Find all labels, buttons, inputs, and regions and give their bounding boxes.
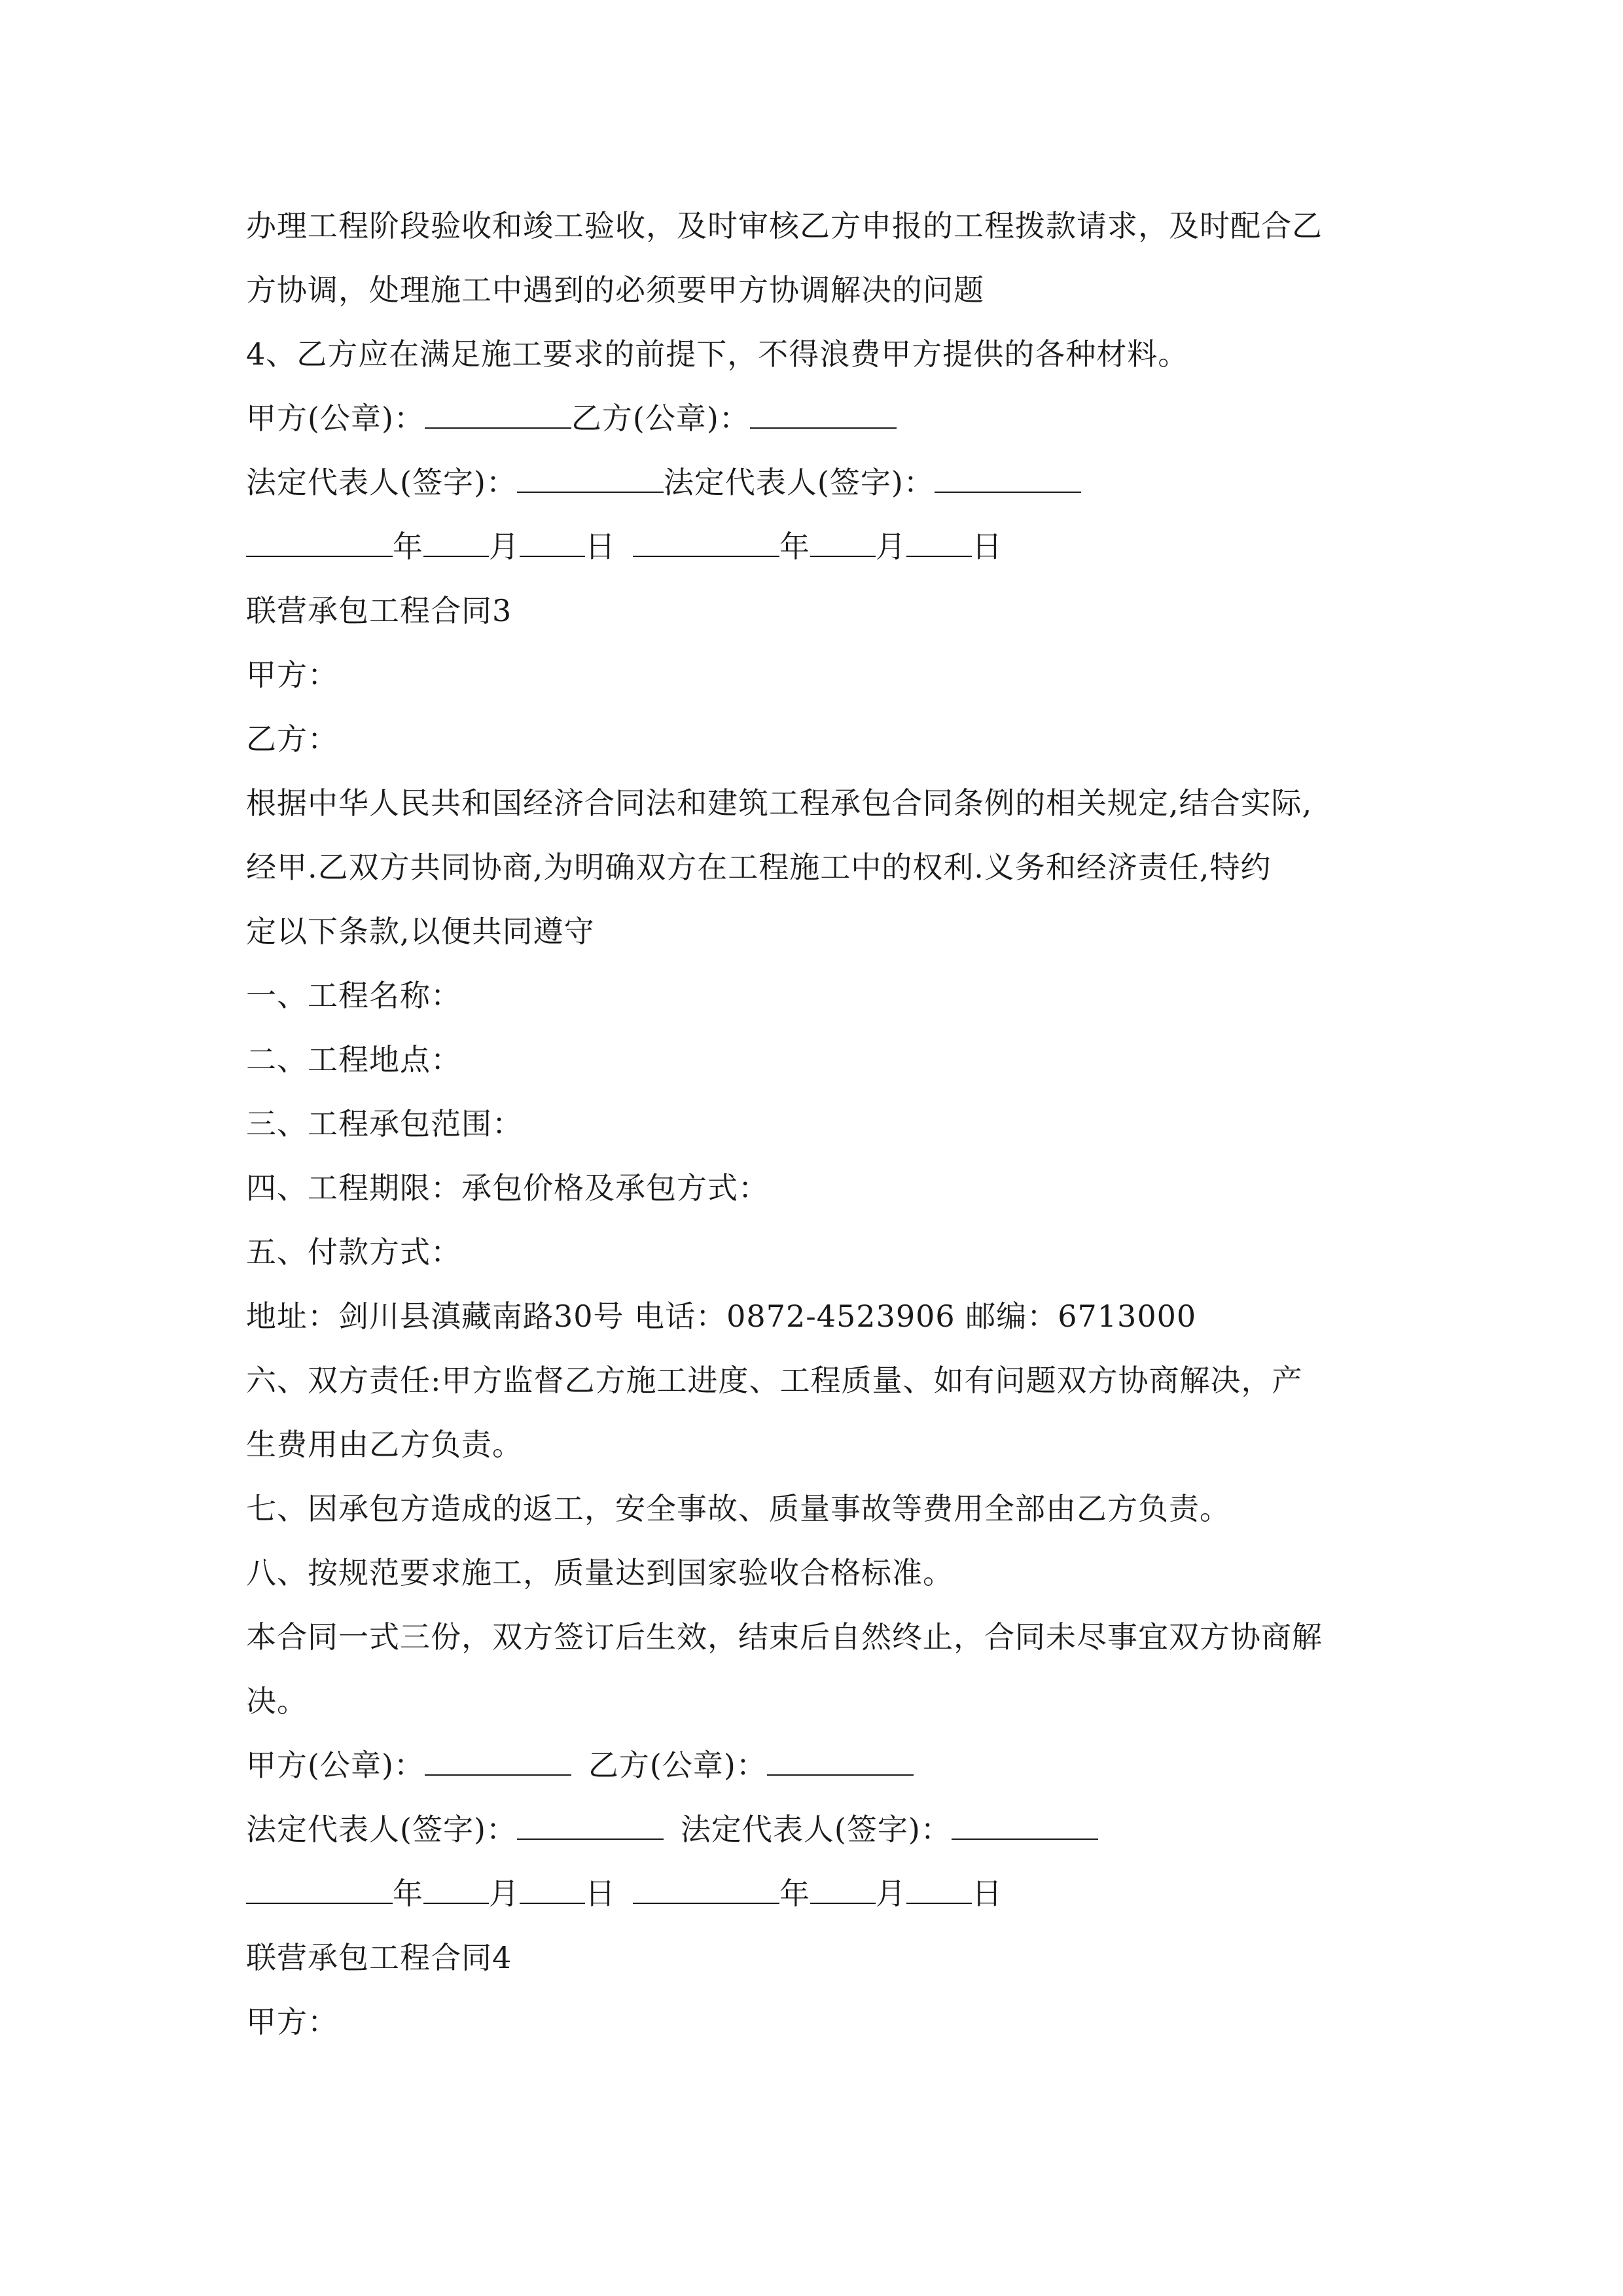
year-label: 年 [393, 1876, 423, 1911]
representative-line [246, 1797, 1398, 1861]
date-line [246, 514, 1398, 579]
clause-4: 4、乙方应在满足施工要求的前提下，不得浪费甲方提供的各种材料。 [246, 336, 1189, 372]
clause-8: 八、按规范要求施工，质量达到国家验收合格标准。 [246, 1555, 954, 1590]
paragraph-line: 经甲.乙双方共同协商,为明确双方在工程施工中的权利.义务和经济责任,特约 [246, 850, 1272, 885]
month-blank [423, 522, 489, 557]
paragraph-line: 定以下条款,以便共同遵守 [246, 914, 595, 949]
party-a-line: 甲方： [246, 657, 338, 692]
party-a-line: 甲方： [246, 2004, 338, 2039]
signature-blank [517, 457, 664, 493]
clause-5: 五、付款方式： [246, 1234, 461, 1270]
paragraph-line: 办理工程阶段验收和竣工验收，及时审核乙方申报的工程拨款请求，及时配合乙 [246, 208, 1323, 243]
party-b-seal-label: 乙方(公章)： [571, 401, 750, 436]
paragraph-line: 方协调，处理施工中遇到的必须要甲方协调解决的问题 [246, 272, 984, 308]
closing-line: 本合同一式三份，双方签订后生效，结束后自然终止，合同未尽事宜双方协商解 [246, 1619, 1323, 1655]
seal-line [246, 386, 1398, 450]
signature-blank [952, 1804, 1098, 1840]
contract-title: 联营承包工程合同4 [246, 1940, 512, 1975]
year-label: 年 [779, 1876, 810, 1911]
party-a-rep-label: 法定代表人(签字)： [246, 1812, 517, 1847]
day-blank [906, 522, 972, 557]
year-label: 年 [393, 529, 423, 564]
month-label: 月 [489, 1876, 520, 1911]
day-blank [906, 1869, 972, 1904]
date-line [246, 1861, 1398, 1926]
clause-3: 三、工程承包范围： [246, 1106, 523, 1141]
party-a-seal-label: 甲方(公章)： [246, 1748, 425, 1783]
signature-blank [767, 1740, 914, 1776]
year-blank [633, 1869, 779, 1904]
day-label: 日 [585, 529, 616, 564]
month-label: 月 [489, 529, 520, 564]
year-blank [633, 522, 779, 557]
party-b-seal-label: 乙方(公章)： [588, 1748, 767, 1783]
day-label: 日 [972, 529, 1003, 564]
clause-4-period: 四、工程期限：承包价格及承包方式： [246, 1170, 769, 1206]
party-b-line: 乙方： [246, 721, 338, 757]
address-line: 地址：剑川县滇藏南路30号 电话：0872-4523906 邮编：6713000 [246, 1299, 1197, 1334]
clause-7: 七、因承包方造成的返工，安全事故、质量事故等费用全部由乙方负责。 [246, 1491, 1230, 1526]
representative-line [246, 450, 1398, 514]
year-blank [246, 1869, 393, 1904]
signature-blank [425, 1740, 571, 1776]
contract-title: 联营承包工程合同3 [246, 593, 512, 628]
clause-6: 六、双方责任:甲方监督乙方施工进度、工程质量、如有问题双方协商解决，产 [246, 1363, 1303, 1398]
clause-6-cont: 生费用由乙方负责。 [246, 1427, 523, 1462]
day-label: 日 [585, 1876, 616, 1911]
month-blank [423, 1869, 489, 1904]
day-label: 日 [972, 1876, 1003, 1911]
day-blank [520, 522, 585, 557]
party-b-rep-label: 法定代表人(签字)： [663, 465, 935, 500]
year-label: 年 [779, 529, 810, 564]
signature-blank [935, 457, 1081, 493]
month-label: 月 [876, 1876, 906, 1911]
year-blank [246, 522, 393, 557]
day-blank [520, 1869, 585, 1904]
document-page [246, 194, 1398, 2054]
signature-blank [517, 1804, 664, 1840]
party-a-seal-label: 甲方(公章)： [246, 401, 425, 436]
closing-line-cont: 决。 [246, 1683, 308, 1719]
paragraph-line: 根据中华人民共和国经济合同法和建筑工程承包合同条例的相关规定,结合实际, [246, 785, 1313, 821]
month-label: 月 [876, 529, 906, 564]
party-a-rep-label: 法定代表人(签字)： [246, 465, 517, 500]
seal-line [246, 1733, 1398, 1797]
signature-blank [750, 393, 897, 429]
clause-1: 一、工程名称： [246, 978, 461, 1013]
month-blank [810, 522, 876, 557]
party-b-rep-label: 法定代表人(签字)： [680, 1812, 952, 1847]
clause-2: 二、工程地点： [246, 1042, 461, 1077]
signature-blank [425, 393, 571, 429]
month-blank [810, 1869, 876, 1904]
